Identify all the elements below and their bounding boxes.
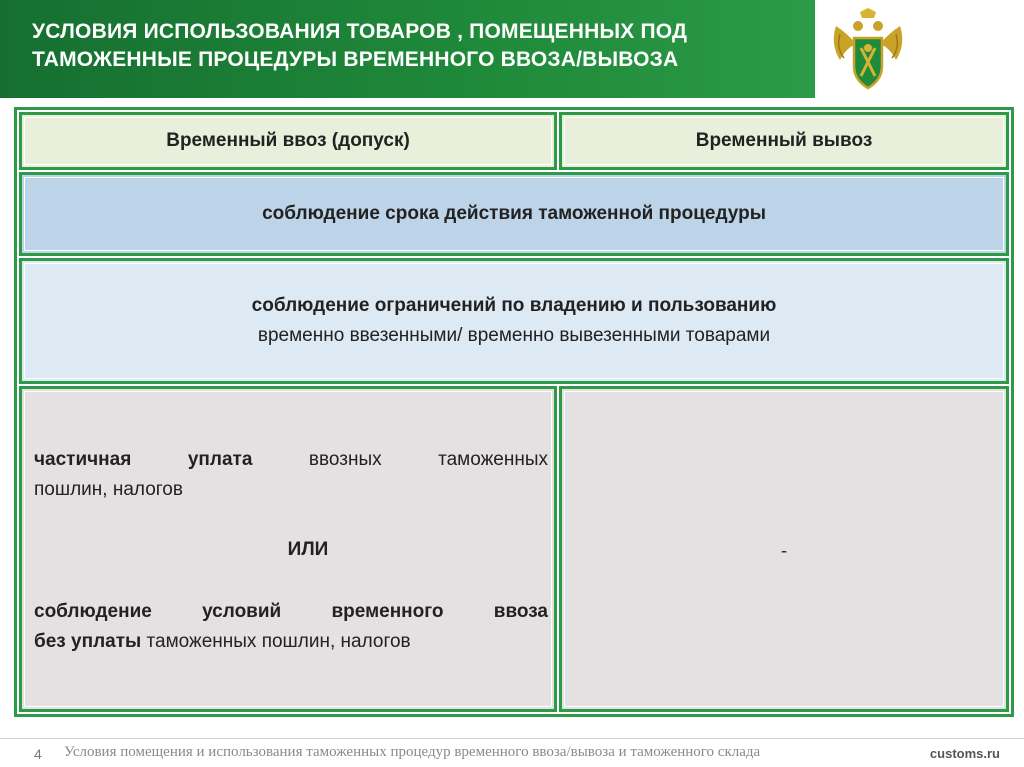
partial-payment-line1: [34, 445, 548, 475]
no-payment-line1: соблюдение условий временного ввоза: [34, 601, 548, 622]
column-header-import: Временный ввоз (допуск): [19, 112, 557, 170]
footer-divider: [0, 738, 1024, 739]
conditions-table: [14, 107, 1014, 717]
customs-emblem-icon: [826, 4, 910, 94]
column-header-export: Временный вывоз: [559, 112, 1009, 170]
footer-caption: Условия помещения и использования таможенных процедур временного ввоза/вывоза и таможенного склада: [64, 744, 761, 760]
dash-value: -: [780, 541, 788, 562]
partial-payment-block: [34, 445, 548, 505]
header: [0, 0, 1024, 98]
slide-title-line1: УСЛОВИЯ ИСПОЛЬЗОВАНИЯ ТОВАРОВ , ПОМЕЩЕННЫХ ПОД: [32, 20, 688, 43]
slide-title-line2: ТАМОЖЕННЫЕ ПРОЦЕДУРЫ ВРЕМЕННОГО ВВОЗА/ВЫВОЗА: [32, 48, 679, 71]
restrictions-bold-text: соблюдение ограничений по владению и пользованию: [251, 295, 777, 316]
partial-payment-rest: ввозных таможенных: [308, 449, 549, 470]
cell-export-payment-conditions: [559, 386, 1009, 712]
restrictions-text: временно ввезенными/ временно вывезенными товарами: [257, 325, 771, 346]
partial-payment-line2: пошлин, налогов: [34, 479, 183, 500]
footer-site: customs.ru: [929, 746, 1000, 761]
slide-title: [32, 18, 792, 74]
row-ownership-restrictions: [19, 258, 1009, 384]
no-payment-line2: [34, 627, 548, 657]
cell-import-payment-conditions: [19, 386, 557, 712]
row-procedure-term: соблюдение срока действия таможенной процедуры: [19, 172, 1009, 256]
no-payment-bold: без уплаты: [34, 631, 142, 652]
no-payment-rest: таможенных пошлин, налогов: [146, 631, 411, 652]
no-payment-block: [34, 597, 548, 657]
page-number: 4: [34, 746, 42, 762]
partial-payment-bold: частичная уплата: [34, 449, 253, 470]
or-label: ИЛИ: [287, 539, 329, 560]
